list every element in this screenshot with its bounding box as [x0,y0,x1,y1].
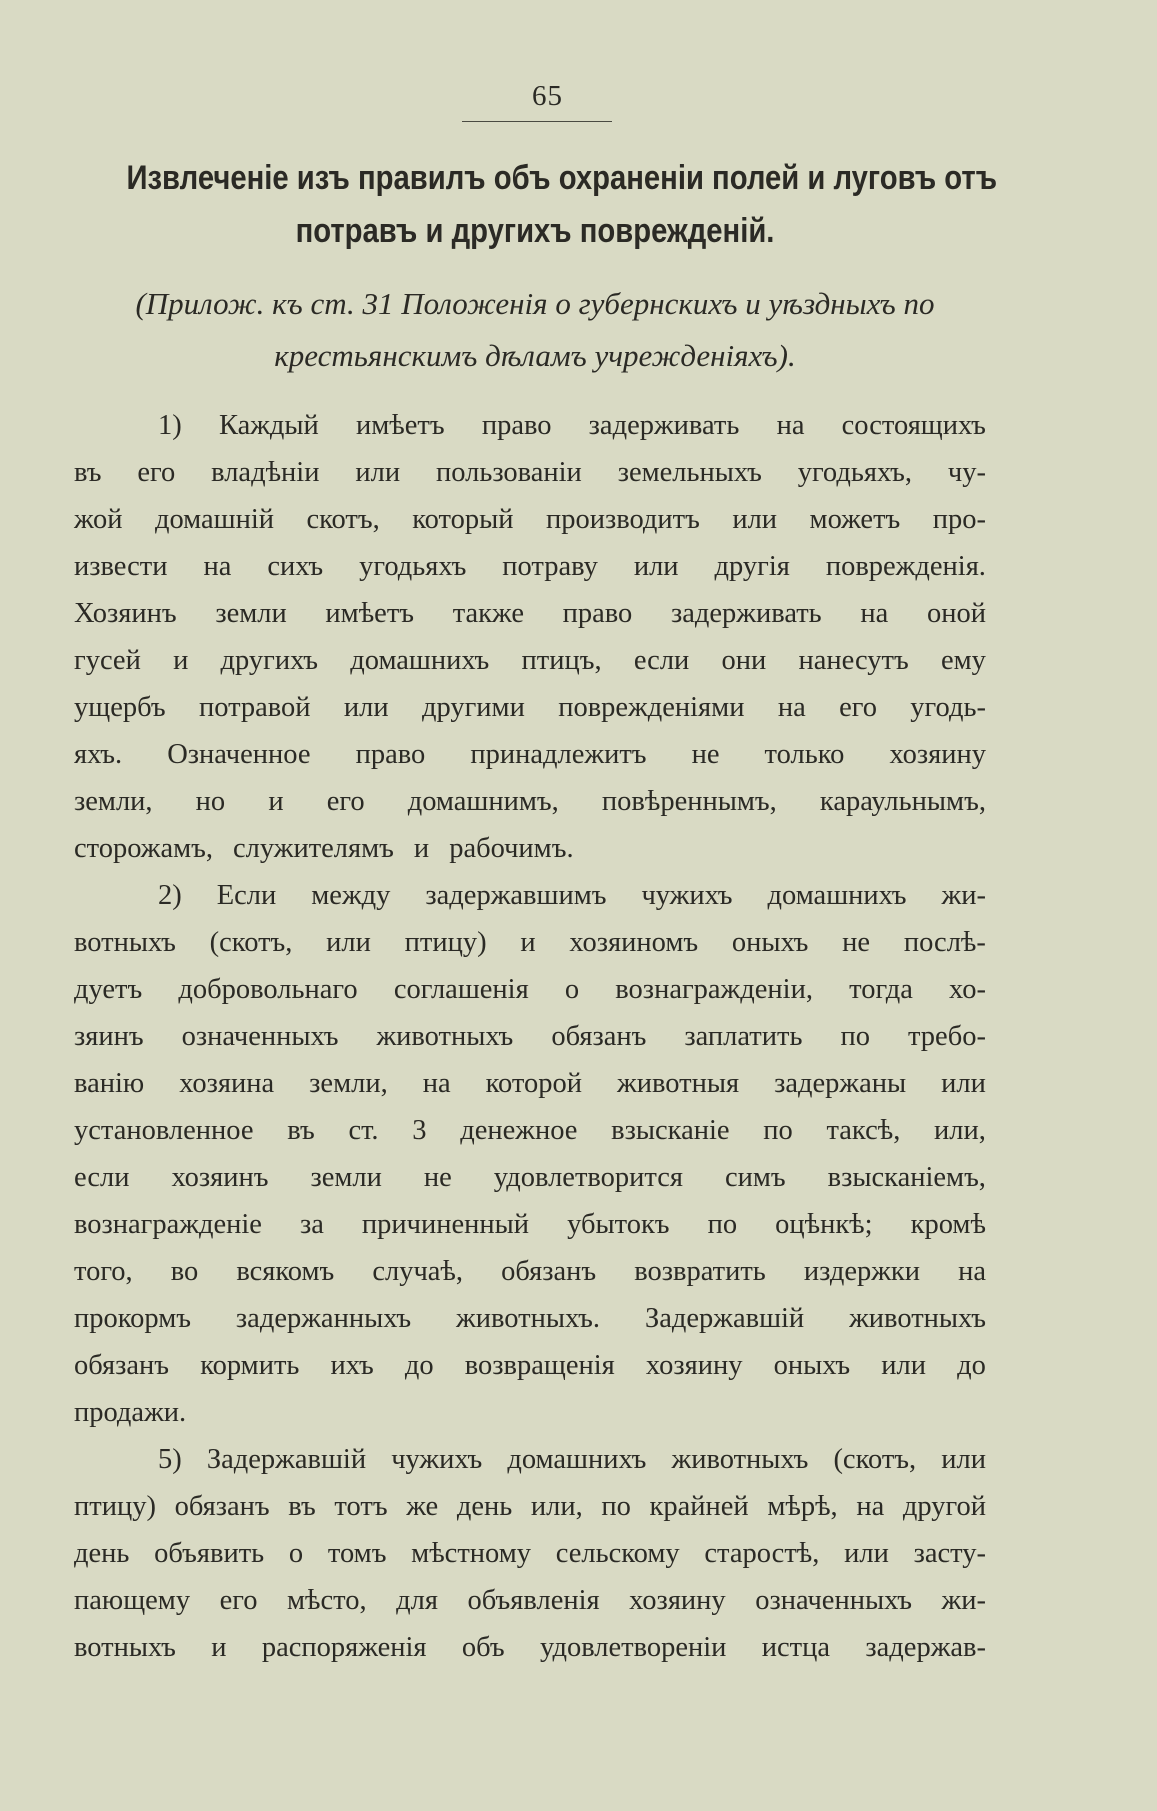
text-line: извести на сихъ угодьяхъ потраву или другія поврежденія. [74,551,986,582]
document-body [74,402,986,1671]
subtitle-line: (Прилож. къ ст. 31 Положенія о губернскихъ и уѣздныхъ по [135,286,935,321]
text-line: Хозяинъ земли имѣетъ также право задерживать на оной [74,598,986,629]
text-line: дуетъ добровольнаго соглашенія о вознагражденіи, тогда хо- [74,974,986,1005]
page-number: 65 [532,80,563,112]
text-line: въ его владѣніи или пользованіи земельныхъ угодьяхъ, чу- [74,457,986,488]
paragraph [74,1436,986,1671]
text-line: яхъ. Означенное право принадлежитъ не только хозяину [74,739,986,770]
text-line: зяинъ означенныхъ животныхъ обязанъ заплатить по требо- [74,1021,986,1052]
title-line: Извлеченіе изъ правилъ объ охраненіи полей и луговъ отъ [126,159,998,197]
text-line: жой домашній скотъ, который производитъ или можетъ про- [74,504,986,535]
text-line: 5) Задержавшій чужихъ домашнихъ животныхъ (скотъ, или [158,1444,986,1475]
text-line: если хозяинъ земли не удовлетворится симъ взысканіемъ, [74,1162,986,1193]
text-line: день объявить о томъ мѣстному сельскому старостѣ, или засту- [74,1538,986,1569]
text-line: сторожамъ, служителямъ и рабочимъ. [74,833,574,864]
text-line: земли, но и его домашнимъ, повѣреннымъ, караульнымъ, [74,786,986,817]
text-line: вознагражденіе за причиненный убытокъ по оцѣнкѣ; кромѣ [74,1209,986,1240]
paragraph [74,402,986,872]
text-line: вотныхъ и распоряженія объ удовлетвореніи истца задержав- [74,1632,986,1663]
text-line: обязанъ кормить ихъ до возвращенія хозяину оныхъ или до [74,1350,986,1381]
text-line: продажи. [74,1397,187,1428]
text-line: гусей и другихъ домашнихъ птицъ, если они нанесутъ ему [74,645,986,676]
paragraph [74,872,986,1436]
text-line: вотныхъ (скотъ, или птицу) и хозяиномъ оныхъ не послѣ- [74,927,986,958]
title-line: потравъ и другихъ поврежденій. [295,212,775,250]
page-number-rule [462,121,612,122]
text-line: птицу) обязанъ въ тотъ же день или, по крайней мѣрѣ, на другой [74,1491,986,1522]
text-line: установленное въ ст. 3 денежное взысканіе по таксѣ, или, [74,1115,986,1146]
text-line: 2) Если между задержавшимъ чужихъ домашнихъ жи- [158,880,986,911]
text-line: того, во всякомъ случаѣ, обязанъ возвратить издержки на [74,1256,986,1287]
text-line: 1) Каждый имѣетъ право задерживать на состоящихъ [158,410,986,441]
section-subtitle [60,278,1010,382]
text-line: пающему его мѣсто, для объявленія хозяину означенныхъ жи- [74,1585,986,1616]
subtitle-line: крестьянскимъ дѣламъ учрежденіяхъ). [274,338,796,373]
text-line: ванію хозяина земли, на которой животныя задержаны или [74,1068,986,1099]
text-line: ущербъ потравой или другими поврежденіями на его угодь- [74,692,986,723]
section-title [126,152,998,258]
text-line: прокормъ задержанныхъ животныхъ. Задержавшій животныхъ [74,1303,986,1334]
